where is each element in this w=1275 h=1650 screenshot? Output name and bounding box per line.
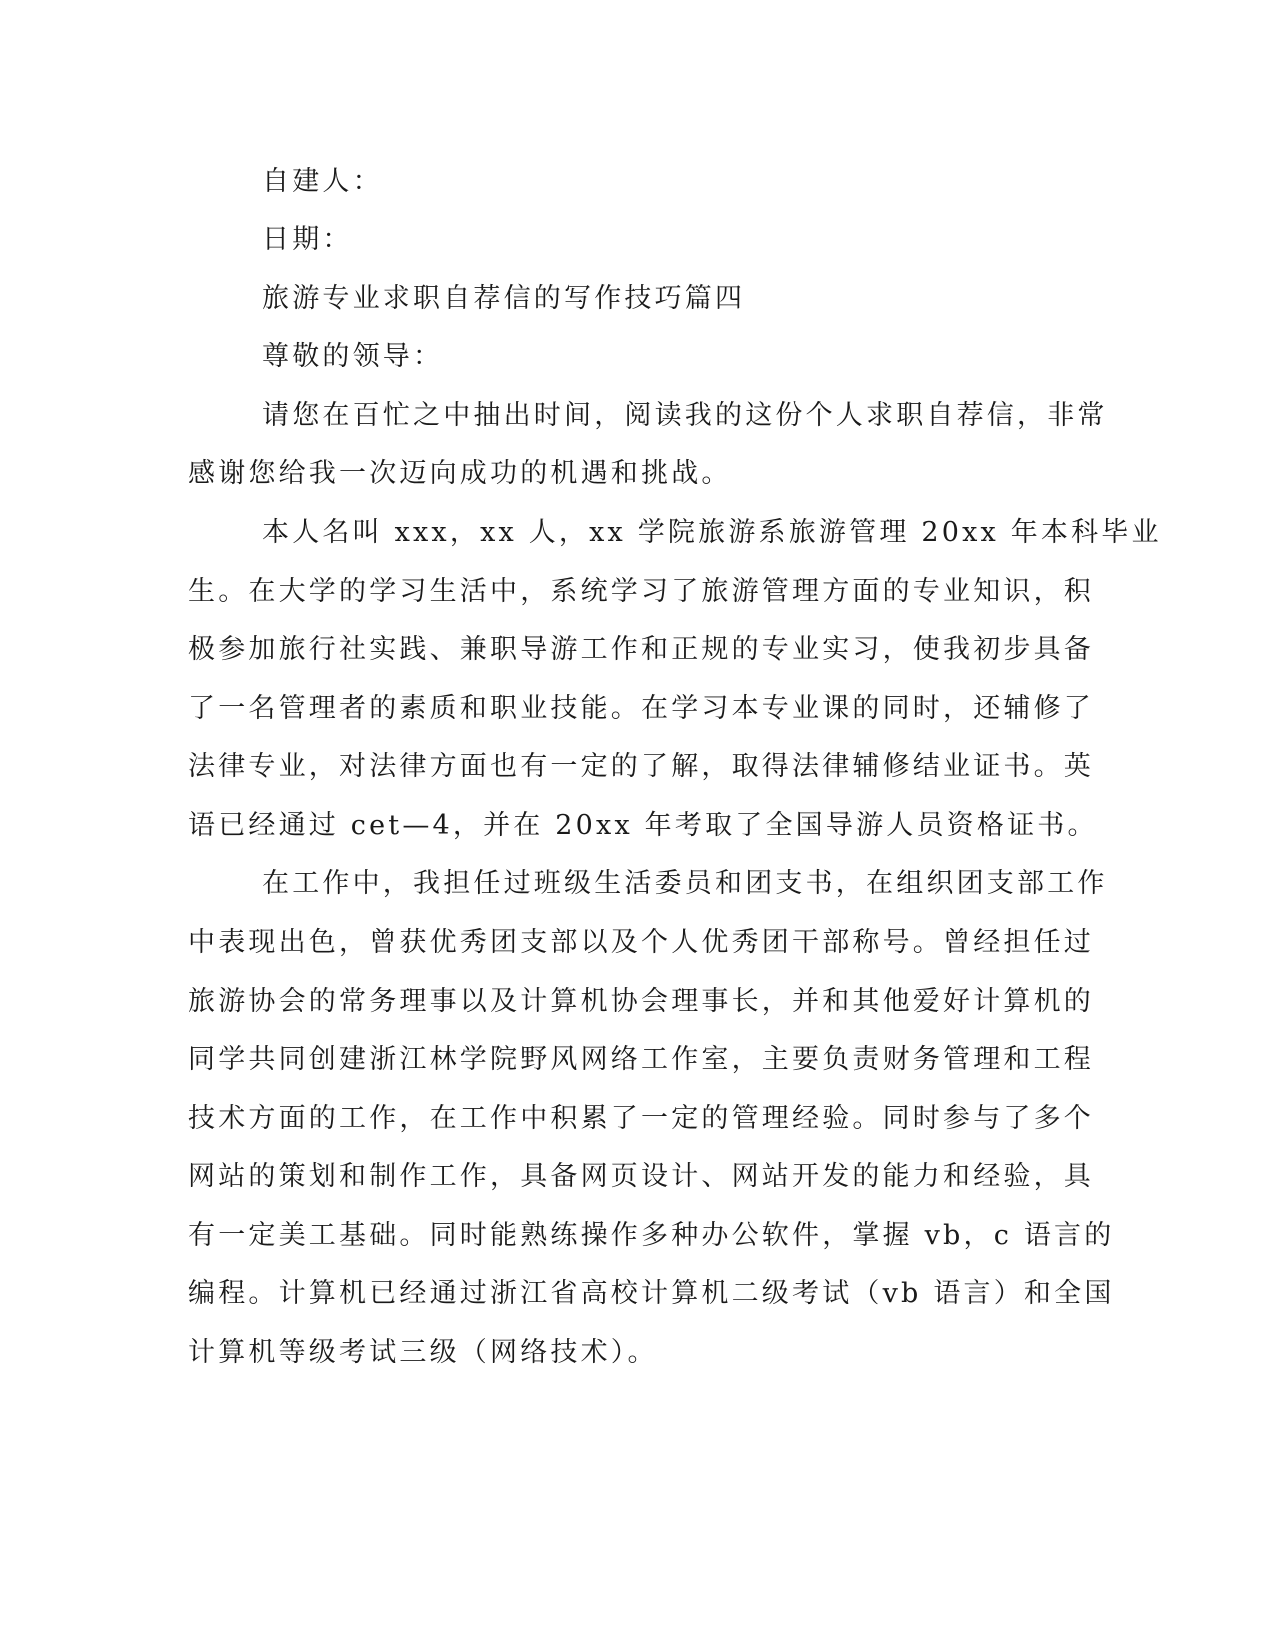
paragraph-3-line-4: 同学共同创建浙江林学院野风网络工作室，主要负责财务管理和工程 — [188, 1044, 1094, 1075]
paragraph-3-line-3: 旅游协会的常务理事以及计算机协会理事长，并和其他爱好计算机的 — [188, 986, 1094, 1017]
paragraph-3-line-6: 网站的策划和制作工作，具备网页设计、网站开发的能力和经验，具 — [188, 1161, 1094, 1192]
paragraph-3-line-9: 计算机等级考试三级（网络技术）。 — [188, 1337, 658, 1368]
paragraph-3-line-5: 技术方面的工作，在工作中积累了一定的管理经验。同时参与了多个 — [188, 1103, 1094, 1134]
paragraph-2-line-3: 极参加旅行社实践、兼职导游工作和正规的专业实习，使我初步具备 — [188, 634, 1094, 665]
paragraph-2-line-5: 法律专业，对法律方面也有一定的了解，取得法律辅修结业证书。英 — [188, 751, 1094, 782]
paragraph-3-line-2: 中表现出色，曾获优秀团支部以及个人优秀团干部称号。曾经担任过 — [188, 927, 1094, 958]
paragraph-2-line-6: 语已经通过 cet—4，并在 20xx 年考取了全国导游人员资格证书。 — [188, 810, 1098, 841]
paragraph-3-line-8: 编程。计算机已经通过浙江省高校计算机二级考试（vb 语言）和全国 — [188, 1278, 1115, 1309]
paragraph-1-line-2: 感谢您给我一次迈向成功的机遇和挑战。 — [188, 458, 732, 489]
paragraph-2-line-2: 生。在大学的学习生活中，系统学习了旅游管理方面的专业知识，积 — [188, 576, 1094, 607]
paragraph-2-line-1: 本人名叫 xxx，xx 人，xx 学院旅游系旅游管理 20xx 年本科毕业 — [262, 517, 1162, 548]
date-line: 日期： — [262, 224, 353, 255]
creator-line: 自建人： — [262, 166, 383, 197]
section-title: 旅游专业求职自荐信的写作技巧篇四 — [262, 283, 746, 314]
paragraph-3-line-7: 有一定美工基础。同时能熟练操作多种办公软件，掌握 vb，c 语言的 — [188, 1220, 1115, 1251]
paragraph-2-line-4: 了一名管理者的素质和职业技能。在学习本专业课的同时，还辅修了 — [188, 693, 1094, 724]
salutation: 尊敬的领导： — [262, 341, 444, 372]
paragraph-3-line-1: 在工作中，我担任过班级生活委员和团支书，在组织团支部工作 — [262, 868, 1108, 899]
paragraph-1-line-1: 请您在百忙之中抽出时间，阅读我的这份个人求职自荐信，非常 — [262, 400, 1108, 431]
